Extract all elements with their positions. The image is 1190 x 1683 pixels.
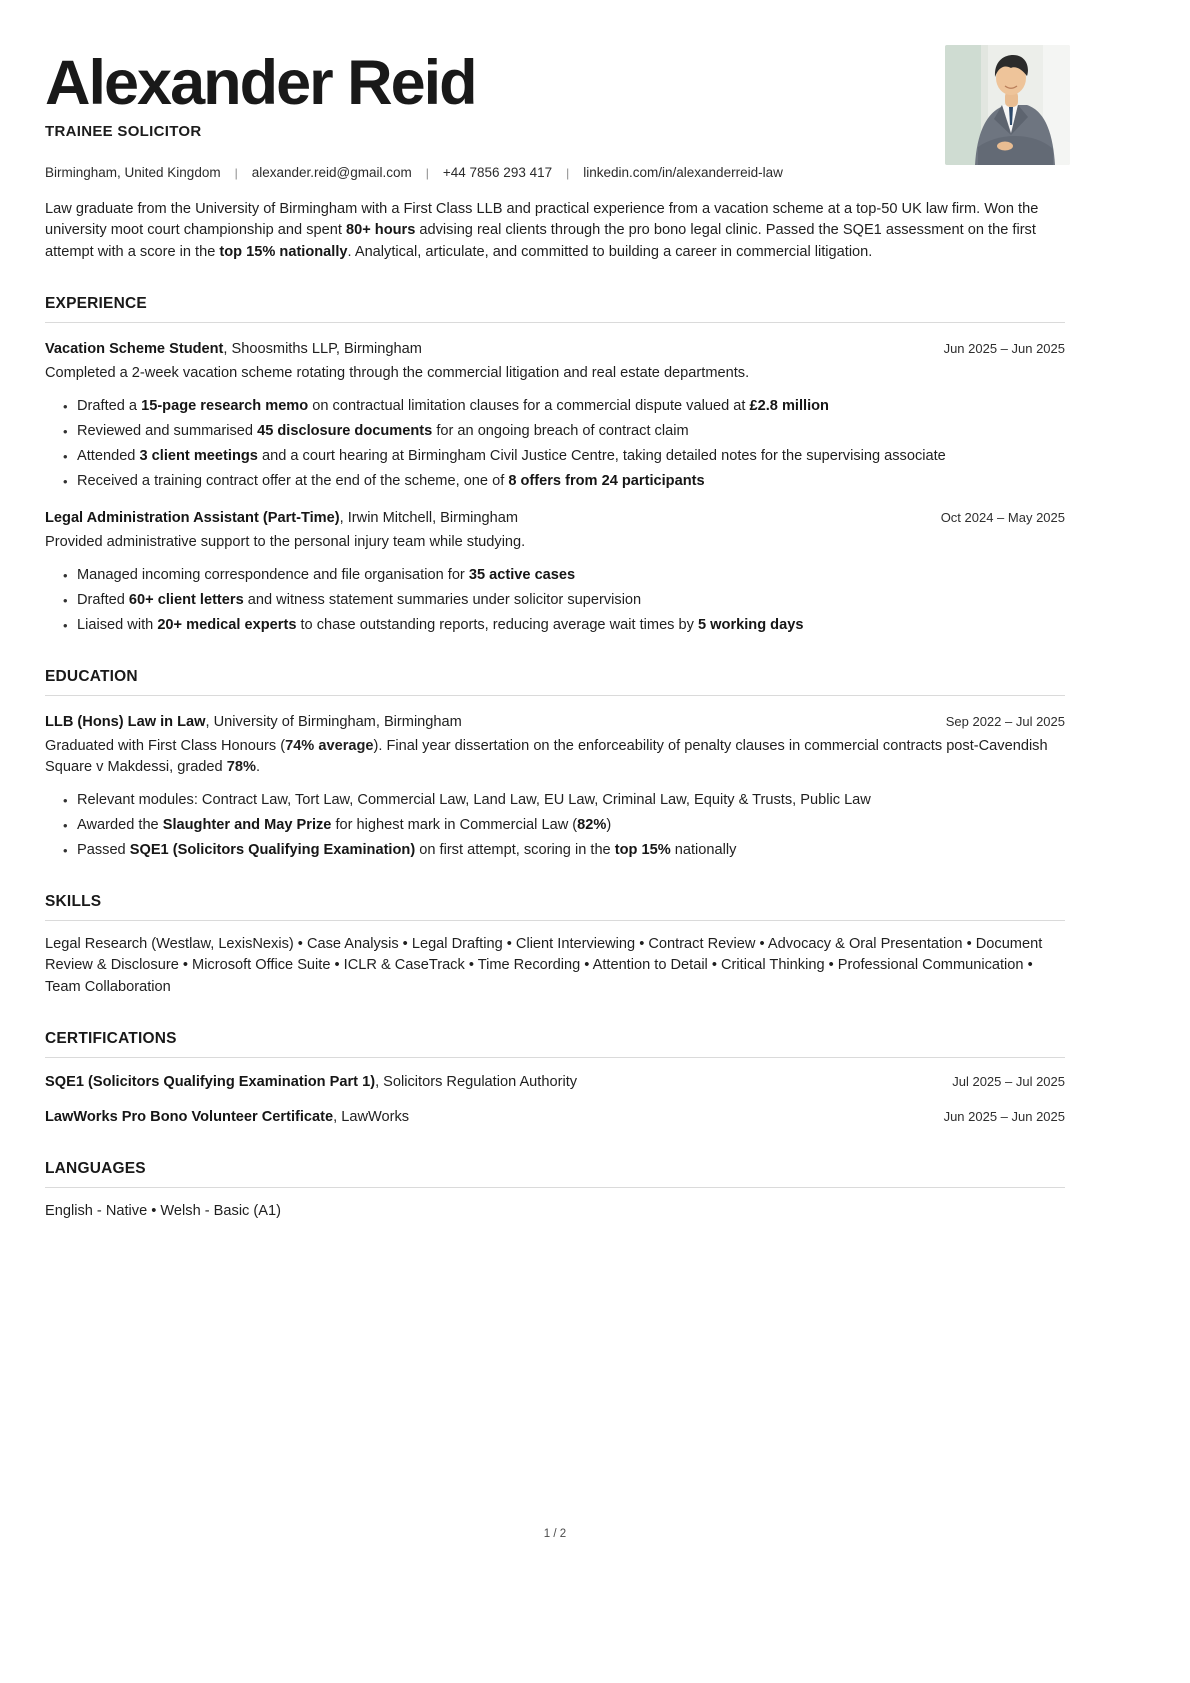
entry-bullet-list [45, 396, 1065, 492]
certification-entry [45, 1107, 1065, 1128]
resume-content [45, 50, 1065, 1223]
bullet-item: • Received a training contract offer at the end of the scheme, one of 8 offers from 24 participants [77, 471, 1065, 492]
contact-separator: | [566, 166, 570, 181]
entry-bullet-list [45, 790, 1065, 861]
section-heading-certifications: CERTIFICATIONS [45, 1030, 1065, 1058]
entry-title [45, 339, 422, 360]
skills-list: Legal Research (Westlaw, LexisNexis) • Case Analysis • Legal Drafting • Client Interviewing • Contract Review • Advocacy & Oral Presentation • Document Review & Disclosure • Microsoft Office Suite • ICLR & CaseTrack • Time Recording • Attention to Detail • Critical Thinking • Professional Communication • Team Collaboration [45, 935, 1043, 995]
entry-description: Provided administrative support to the personal injury team while studying. [45, 533, 526, 550]
certification-name: SQE1 (Solicitors Qualifying Examination Part 1) [45, 1074, 376, 1091]
contact-phone: +44 7856 293 417 [442, 165, 553, 181]
contact-location: Birmingham, United Kingdom [45, 165, 221, 181]
entry-title [45, 712, 462, 733]
person-name: Alexander Reid [45, 48, 476, 118]
entry-org: , Irwin Mitchell, Birmingham [339, 509, 519, 526]
bullet-item: • Drafted a 15-page research memo on contractual limitation clauses for a commercial dispute valued at £2.8 million [77, 396, 1065, 417]
certification-issuer: , LawWorks [333, 1109, 410, 1126]
languages-list: English - Native • Welsh - Basic (A1) [45, 1203, 281, 1220]
section-experience [45, 295, 1065, 636]
contact-separator: | [234, 166, 238, 181]
entry-description: Completed a 2-week vacation scheme rotating through the commercial litigation and real estate departments. [45, 364, 750, 381]
section-heading-skills: SKILLS [45, 893, 1065, 921]
entry-role: Legal Administration Assistant (Part-Time) [45, 509, 340, 526]
education-entry [45, 712, 1065, 861]
section-languages [45, 1160, 1065, 1223]
entry-org: , Shoosmiths LLP, Birmingham [223, 340, 422, 357]
entry-description: Graduated with First Class Honours (74% average). Final year dissertation on the enforceability of penalty clauses in commercial contracts post-Cavendish Square v Makdessi, graded 78%. [45, 737, 1048, 775]
bullet-item: • Relevant modules: Contract Law, Tort Law, Commercial Law, Land Law, EU Law, Criminal Law, Equity & Trusts, Public Law [77, 790, 1065, 811]
section-heading-education: EDUCATION [45, 668, 1065, 696]
entry-title [45, 508, 518, 529]
contact-row [45, 165, 1065, 180]
bullet-item: • Drafted 60+ client letters and witness statement summaries under solicitor supervision [77, 590, 1065, 611]
section-heading-experience: EXPERIENCE [45, 295, 1065, 323]
summary-text: Law graduate from the University of Birmingham with a First Class LLB and practical experience from a vacation scheme at a top-50 UK law firm. Won the university moot court championship and spent 80+ hours advising real clients through the pro bono legal clinic. Passed the SQE1 assessment on the first attempt with a score in the top 15% nationally. Analytical, articulate, and committed to building a career in commercial litigation. [45, 201, 1039, 260]
entry-date: Jun 2025 – Jun 2025 [943, 1109, 1065, 1125]
entry-title [45, 1072, 577, 1093]
entry-role: Vacation Scheme Student [45, 340, 224, 357]
entry-degree: LLB (Hons) Law in Law [45, 713, 206, 730]
section-skills [45, 893, 1065, 999]
entry-date: Jul 2025 – Jul 2025 [952, 1074, 1065, 1090]
entry-date: Jun 2025 – Jun 2025 [943, 340, 1065, 356]
certification-issuer: , Solicitors Regulation Authority [375, 1074, 578, 1091]
bullet-item: • Passed SQE1 (Solicitors Qualifying Examination) on first attempt, scoring in the top 15% nationally [77, 840, 1065, 861]
experience-entry [45, 339, 1065, 492]
bullet-item: • Awarded the Slaughter and May Prize for highest mark in Commercial Law (82%) [77, 815, 1065, 836]
bullet-item: • Liaised with 20+ medical experts to chase outstanding reports, reducing average wait times by 5 working days [77, 615, 1065, 636]
contact-email-link[interactable]: alexander.reid@gmail.com [251, 165, 412, 181]
experience-entry [45, 508, 1065, 636]
section-certifications [45, 1030, 1065, 1128]
section-heading-languages: LANGUAGES [45, 1160, 1065, 1188]
entry-org: , University of Birmingham, Birmingham [205, 713, 462, 730]
bullet-item: • Managed incoming correspondence and file organisation for 35 active cases [77, 565, 1065, 586]
section-education [45, 668, 1065, 861]
entry-header [45, 508, 1065, 529]
contact-linkedin-link[interactable]: linkedin.com/in/alexanderreid-law [583, 165, 783, 181]
certification-name: LawWorks Pro Bono Volunteer Certificate [45, 1109, 334, 1126]
entry-title [45, 1107, 409, 1128]
bullet-item: • Attended 3 client meetings and a court hearing at Birmingham Civil Justice Centre, taking detailed notes for the supervising associate [77, 446, 1065, 467]
bullet-item: • Reviewed and summarised 45 disclosure documents for an ongoing breach of contract claim [77, 421, 1065, 442]
entry-bullet-list [45, 565, 1065, 636]
entry-header [45, 339, 1065, 360]
certification-entry [45, 1072, 1065, 1093]
entry-header [45, 712, 1065, 733]
person-job-title: TRAINEE SOLICITOR [45, 123, 202, 141]
page-number: 1 / 2 [543, 1528, 567, 1540]
contact-separator: | [425, 166, 429, 181]
entry-date: Oct 2024 – May 2025 [940, 509, 1065, 525]
entry-date: Sep 2022 – Jul 2025 [945, 713, 1065, 729]
